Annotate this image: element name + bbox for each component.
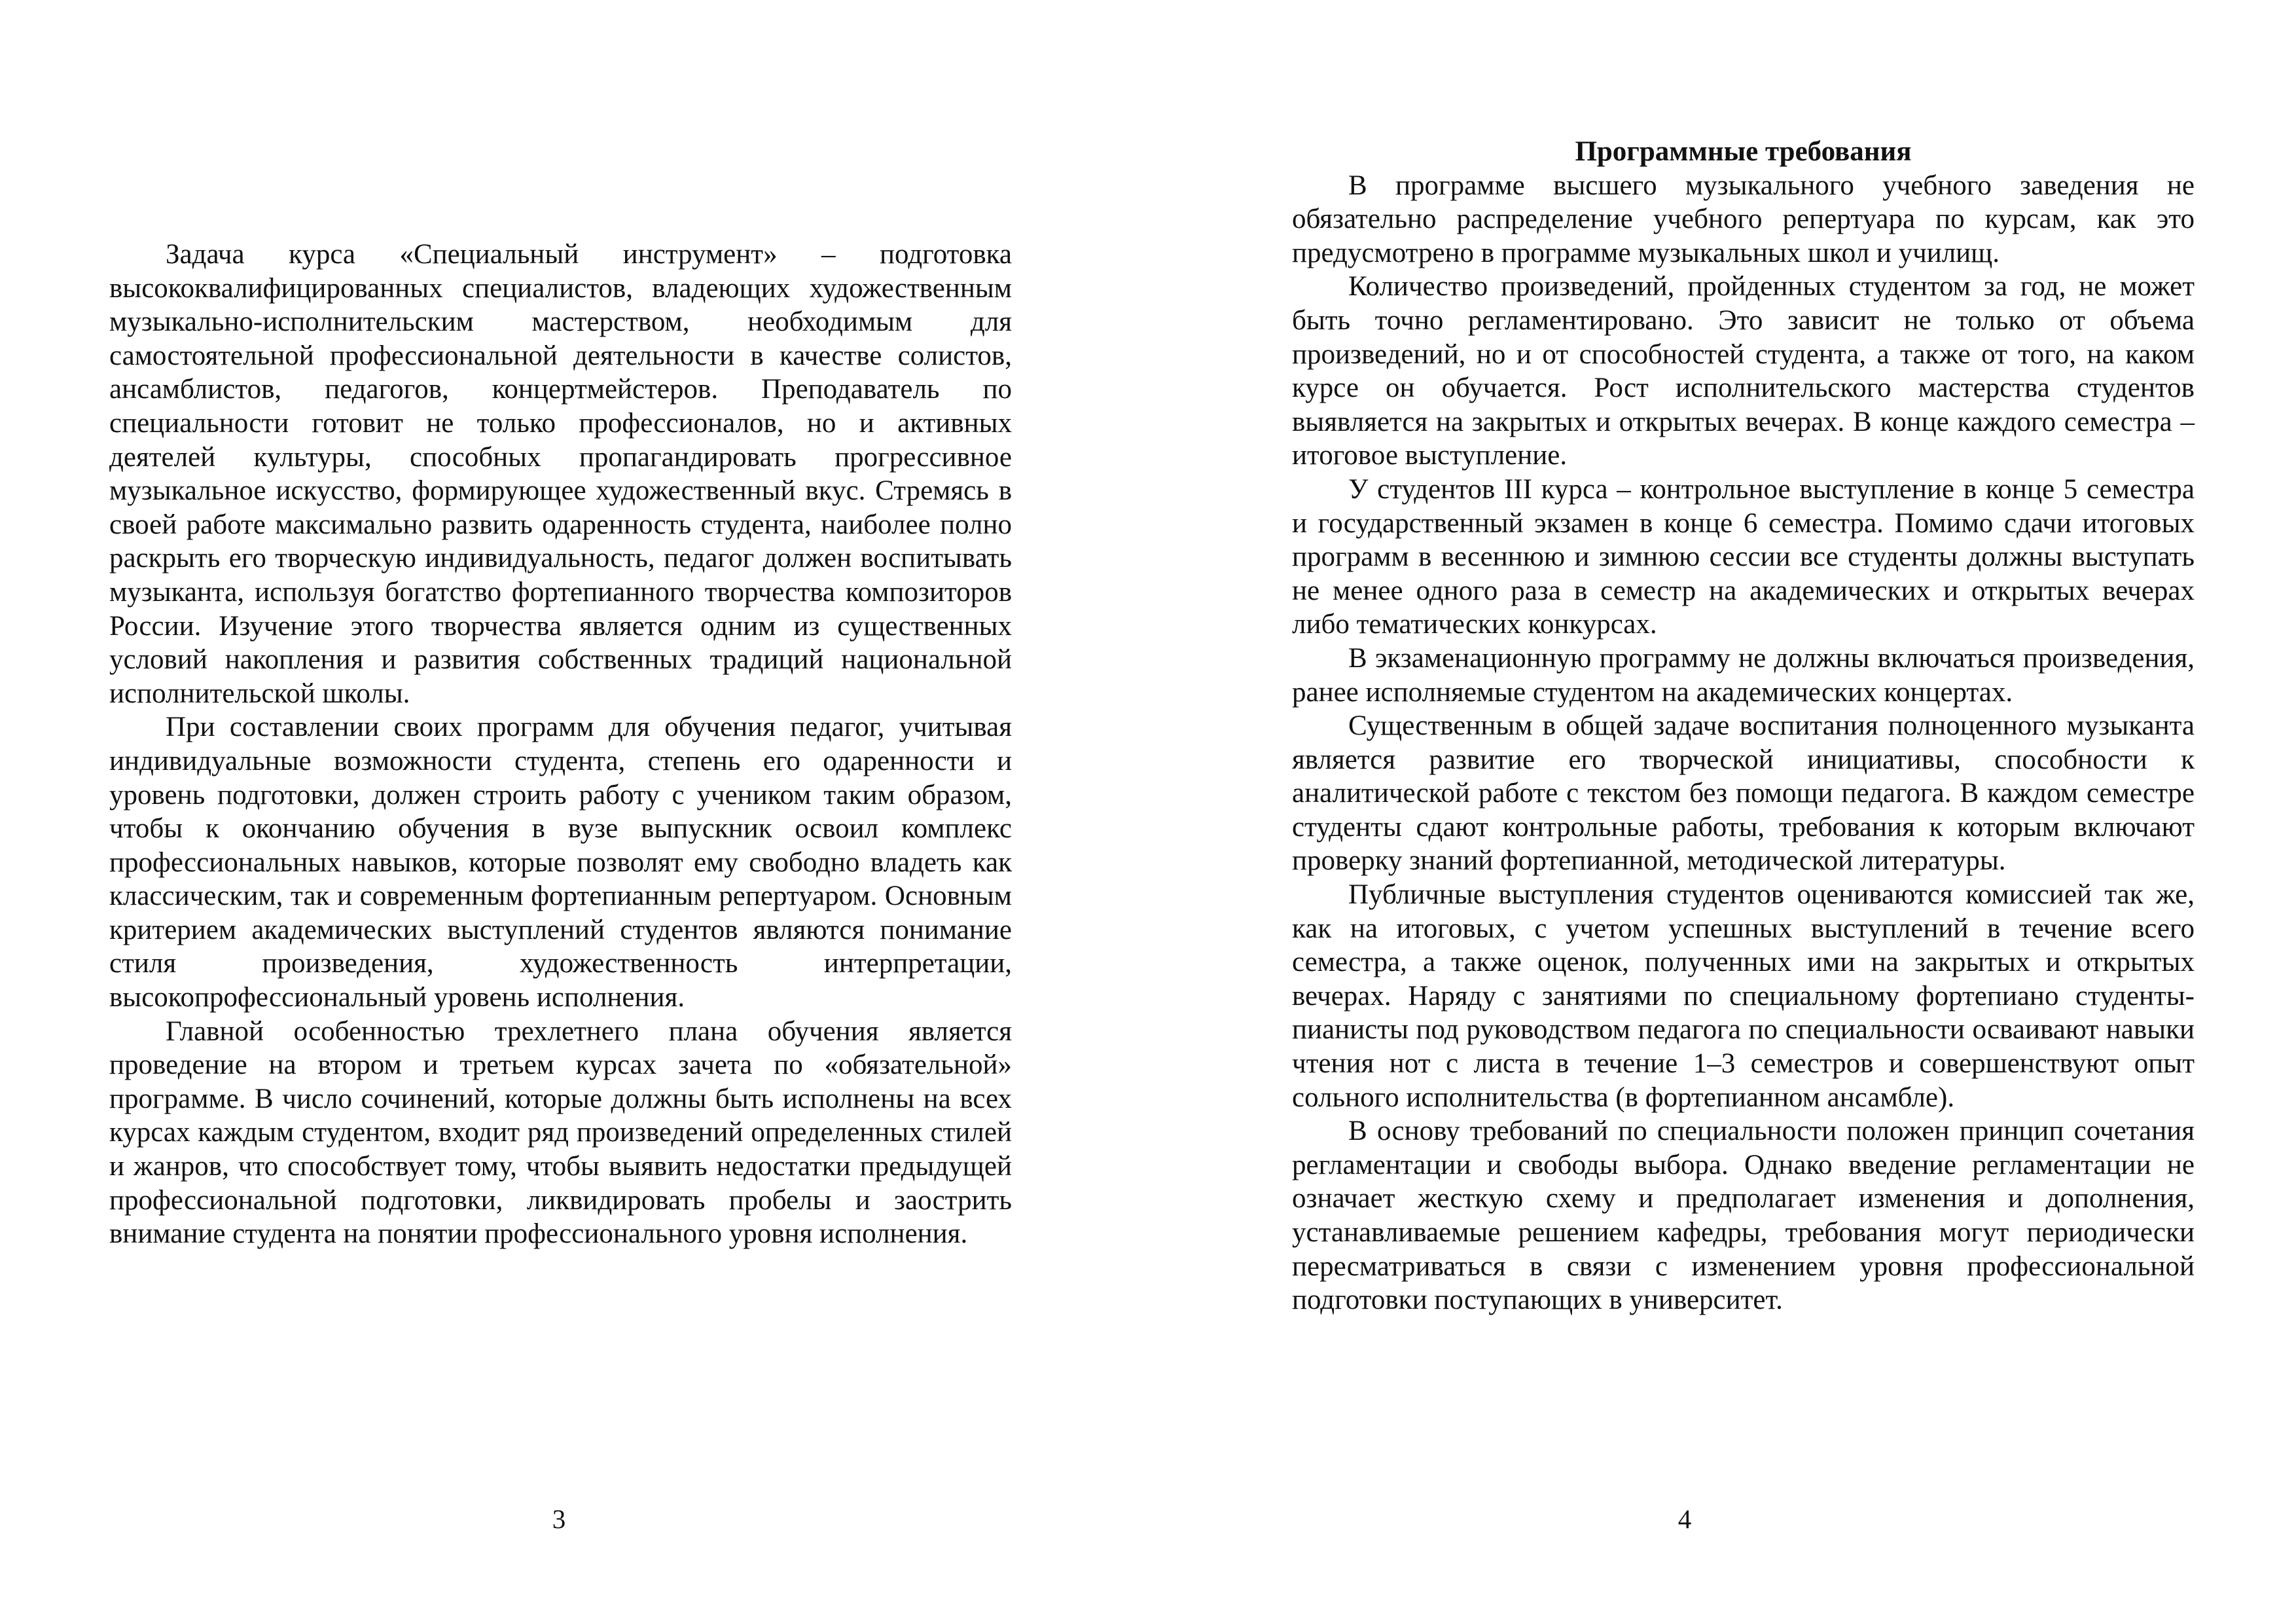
right-page-text: [1292, 135, 2195, 1317]
paragraph: В основу требований по специальности положен принцип сочетания регламентации и свободы выбора. Однако введение регламентации не означает жесткую схему и предполагает изменения и дополнения, устанавливаемые решением кафедры, требования могут периодически пересматриваться в связи с изменением уровня профессиональной подготовки поступающих в университет.: [1292, 1116, 2195, 1316]
section-heading: Программные требования: [1575, 136, 1912, 167]
paragraph: В экзаменационную программу не должны включаться произведения, ранее исполняемые студентом на академических концертах.: [1292, 642, 2195, 708]
paragraph: Публичные выступления студентов оцениваются комиссией так же, как на итоговых, с учетом успешных выступлений в течение всего семестра, а также оценок, полученных ими на закрытых и открытых вечерах. Наряду с занятиями по специальному фортепиано студенты-пианисты под руководством педагога по специальности осваивают навыки чтения нот с листа в течение 1–3 семестров и совершенствуют опыт сольного исполнительства (в фортепианном ансамбле).: [1292, 879, 2195, 1113]
paragraph: В программе высшего музыкального учебного заведения не обязательно распределение учебного репертуара по курсам, как это предусмотрено в программе музыкальных школ и училищ.: [1292, 170, 2195, 268]
page-number: 3: [552, 1504, 566, 1534]
left-page-text: [109, 238, 1012, 1251]
paragraph: При составлении своих программ для обучения педагог, учитывая индивидуальные возможности студента, степень его одаренности и уровень подготовки, должен строить работу с учеником таким образом, чтобы к окончанию обучения в вузе выпускник освоил комплекс профессиональных навыков, которые позволят ему свободно владеть как классическим, так и современным фортепианным репертуаром. Основным критерием академических выступлений студентов являются понимание стиля произведения, художественность интерпретации, высокопрофессиональный уровень исполнения.: [109, 712, 1012, 1013]
paragraph: Существенным в общей задаче воспитания полноценного музыканта является развитие его творческой инициативы, способности к аналитической работе с текстом без помощи педагога. В каждом семестре студенты сдают контрольные работы, требования к которым включают проверку знаний фортепианной, методической литературы.: [1292, 710, 2195, 877]
paragraph: Задача курса «Специальный инструмент» – подготовка высококвалифицированных специалистов, владеющих художественным музыкально-исполнительским мастерством, необходимым для самостоятельной профессиональной деятельности в качестве солистов, ансамблистов, педагогов, концертмейстеров. Преподаватель по специальности готовит не только профессионалов, но и активных деятелей культуры, способных пропагандировать прогрессивное музыкальное искусство, формирующее художественный вкус. Стремясь в своей работе максимально развить одаренность студента, наиболее полно раскрыть его творческую индивидуальность, педагог должен воспитывать музыканта, используя богатство фортепианного творчества композиторов России. Изучение этого творчества является одним из существенных условий накопления и развития собственных традиций национальной исполнительской школы.: [109, 239, 1012, 709]
paragraph: Главной особенностью трехлетнего плана обучения является проведение на втором и третьем курсах зачета по «обязательной» программе. В число сочинений, которые должны быть исполнены на всех курсах каждым студентом, входит ряд произведений определенных стилей и жанров, что способствует тому, чтобы выявить недостатки предыдущей профессиональной подготовки, ликвидировать пробелы и заострить внимание студента на понятии профессионального уровня исполнения.: [109, 1015, 1012, 1250]
page-number: 4: [1677, 1504, 1692, 1534]
right-page: [1148, 0, 2296, 1623]
paragraph: У студентов III курса – контрольное выступление в конце 5 семестра и государственный экзамен в конце 6 семестра. Помимо сдачи итоговых программ в весеннюю и зимнюю сессии все студенты должны выступать не менее одного раза в семестр на академических и открытых вечерах либо тематических конкурсах.: [1292, 473, 2195, 640]
paragraph: Количество произведений, пройденных студентом за год, не может быть точно регламентировано. Это зависит не только от объема произведений, но и от способностей студента, а также от того, на каком курсе он обучается. Рост исполнительского мастерства студентов выявляется на закрытых и открытых вечерах. В конце каждого семестра – итоговое выступление.: [1292, 271, 2195, 471]
